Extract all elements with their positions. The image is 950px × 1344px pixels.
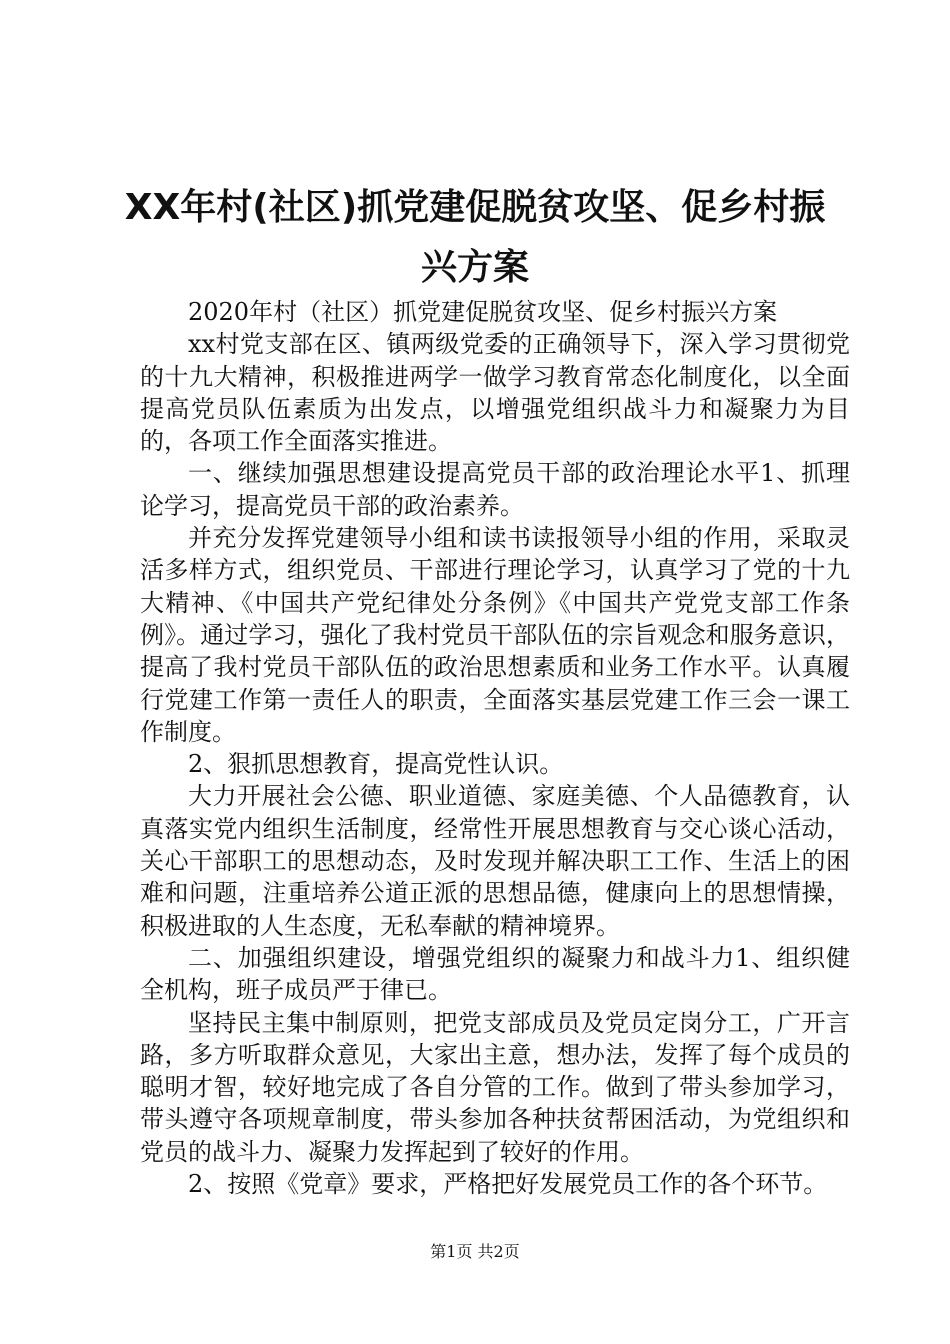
section-heading-2: 二、加强组织建设，增强党组织的凝聚力和战斗力1、组织健全机构，班子成员严于律已。 [140,943,850,1005]
title-line-2: 兴方案 [420,247,529,288]
section-heading-1: 一、继续加强思想建设提高党员干部的政治理论水平1、抓理论学习，提高党员干部的政治素养。 [140,459,850,520]
subsection-heading: 2、按照《党章》要求，严格把好发展党员工作的各个环节。 [188,1170,828,1199]
subsection-heading: 2、狠抓思想教育，提高党性认识。 [188,750,564,779]
page-number: 第1页 共2页 [430,1242,520,1261]
document-body [140,296,850,1200]
subtitle-paragraph: 2020年村（社区）抓党建促脱贫攻坚、促乡村振兴方案 [188,298,778,326]
body-paragraph: 坚持民主集中制原则，把党支部成员及党员定岗分工，广开言路，多方听取群众意见，大家出主意，想办法，发挥了每个成员的聪明才智，较好地完成了各自分管的工作。做到了带头参加学习，带头遵守各项规章制度，带头参加各种扶贫帮困活动，为党组织和党员的战斗力、凝聚力发挥起到了较好的作用。 [140,1008,850,1166]
title-line-1: XX年村(社区)抓党建促脱贫攻坚、促乡村振 [124,187,826,228]
body-paragraph: 并充分发挥党建领导小组和读书读报领导小组的作用，采取灵活多样方式，组织党员、干部进行理论学习，认真学习了党的十九大精神、《中国共产党纪律处分条例》《中国共产党党支部工作条例》。通过学习，强化了我村党员干部队伍的宗旨观念和服务意识，提高了我村党员干部队伍的政治思想素质和业务工作水平。认真履行党建工作第一责任人的职责，全面落实基层党建工作三会一课工作制度。 [140,524,850,746]
document-title [100,178,850,298]
body-paragraph: 大力开展社会公德、职业道德、家庭美德、个人品德教育，认真落实党内组织生活制度，经常性开展思想教育与交心谈心活动，关心干部职工的思想动态，及时发现并解决职工工作、生活上的困难和问题，注重培养公道正派的思想品德，健康向上的思想情操，积极进取的人生态度，无私奉献的精神境界。 [140,782,850,940]
intro-paragraph: xx村党支部在区、镇两级党委的正确领导下，深入学习贯彻党的十九大精神，积极推进两学一做学习教育常态化制度化，以全面提高党员队伍素质为出发点，以增强党组织战斗力和凝聚力为目的，各项工作全面落实推进。 [140,330,850,456]
